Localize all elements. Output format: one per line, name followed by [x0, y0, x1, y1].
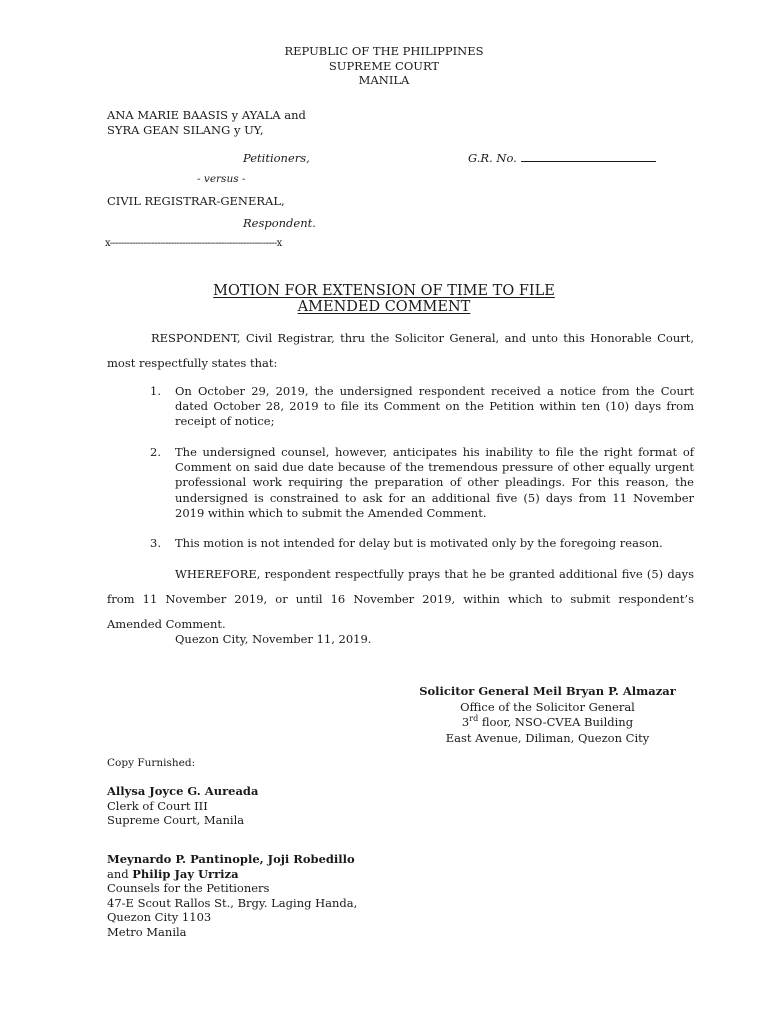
petitioners-names [107, 108, 306, 137]
floor-suffix: rd [469, 714, 479, 724]
header-court: SUPREME COURT [328, 58, 440, 73]
versus-label: - versus - [197, 173, 246, 185]
header-republic: REPUBLIC OF THE PHILIPPINES [284, 44, 484, 58]
petitioners-label: Petitioners, [243, 151, 310, 165]
signatory-name: Solicitor General Meil Bryan P. Almazar [419, 684, 676, 698]
caption-separator: x------------------------------------------------------------x [105, 238, 282, 249]
recipient-address: Supreme Court, Manila [107, 813, 245, 827]
place-date: Quezon City, November 11, 2019. [175, 632, 372, 646]
recipient-name-last: Philip Jay Urriza [132, 866, 239, 881]
item-text: On October 29, 2019, the undersigned respondent received a notice from the Court dated October 28, 2019 to file its Comment on the Petition within ten (10) days from receipt of notice; [175, 384, 694, 429]
item-text: The undersigned counsel, however, anticipates his inability to file the right format of Comment on said due date because of the tremendous pressure of other equally urgent professional work requiring the preparation of other pleadings. For this reason, the undersigned is constrained to ask for an additional five (5) days from 11 November 2019 within which to submit the Amended Comment. [175, 445, 694, 520]
intro-paragraph: RESPONDENT, Civil Registrar, thru the Solicitor General, and unto this Honorable Court, most respectfully states that: [107, 331, 694, 370]
recipient-name: Allysa Joyce G. Aureada [107, 784, 259, 798]
header-city: MANILA [358, 73, 410, 87]
gr-number [468, 151, 656, 165]
recipient-region: Metro Manila [107, 924, 187, 939]
title-line-1: MOTION FOR EXTENSION OF TIME TO FILE [213, 283, 555, 299]
wherefore-paragraph: WHEREFORE, respondent respectfully prays that he be granted additional five (5) days from 11 November 2019, or until 16 November 2019, within which to submit respondent’s Amended Comment. [107, 567, 694, 631]
petitioner-line-2: SYRA GEAN SILANG y UY, [107, 122, 264, 137]
respondent-label: Respondent. [243, 216, 316, 230]
item-number: 1. [150, 384, 161, 398]
court-header [0, 44, 768, 88]
and-word: and [107, 866, 133, 881]
item-number: 3. [150, 536, 161, 550]
item-text: This motion is not intended for delay but is motivated only by the foregoing reason. [175, 536, 663, 550]
petitioner-line-1: ANA MARIE BAASIS y AYALA and [107, 108, 306, 122]
document-title [0, 283, 768, 315]
gr-label: G.R. No. [468, 151, 517, 165]
signatory-building [385, 715, 710, 731]
recipient-role: Counsels for the Petitioners [107, 881, 270, 895]
recipient-street: 47-E Scout Rallos St., Brgy. Laging Handa, [107, 895, 358, 910]
recipient-names: Meynardo P. Pantinople, Joji Robedillo [107, 852, 355, 866]
floor-number: 3 [461, 715, 470, 729]
signatory-address: East Avenue, Diliman, Quezon City [445, 730, 650, 745]
recipient-position: Clerk of Court III [107, 798, 208, 813]
recipient-city: Quezon City 1103 [107, 910, 212, 924]
signatory-office: Office of the Solicitor General [460, 699, 635, 714]
gr-blank-line [521, 151, 656, 162]
recipient-counsels [107, 852, 357, 939]
signature-block [385, 684, 710, 746]
recipient-clerk [107, 784, 258, 828]
title-line-2: AMENDED COMMENT [297, 299, 471, 315]
copy-furnished-label: Copy Furnished: [107, 757, 196, 769]
building-name: floor, NSO-CVEA Building [478, 715, 634, 729]
recipient-names-cont [107, 867, 357, 882]
respondent-name: CIVIL REGISTRAR-GENERAL, [107, 194, 285, 208]
item-number: 2. [150, 445, 161, 459]
